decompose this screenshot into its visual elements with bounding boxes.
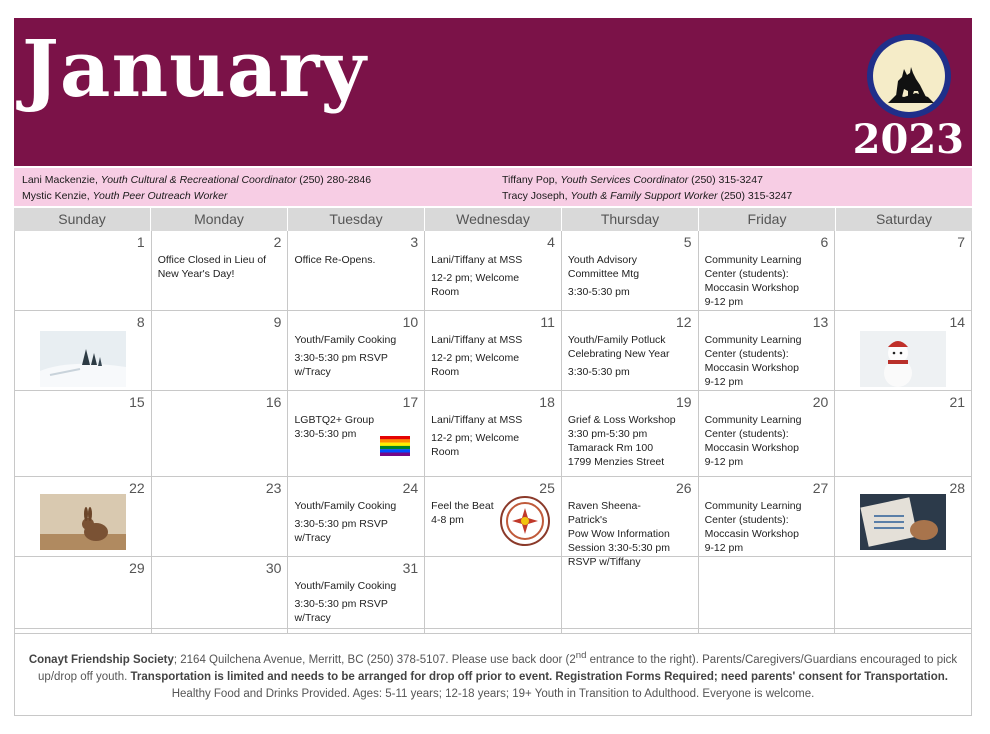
event-text — [294, 499, 418, 545]
day-number: 9 — [273, 314, 282, 330]
event-line: Community Learning — [704, 414, 802, 426]
event-line: 3:30-5:30 pm — [294, 428, 357, 440]
day-number: 31 — [402, 560, 419, 576]
event-text — [294, 253, 418, 267]
event-text — [568, 253, 692, 299]
event-line: Center (students): — [704, 268, 789, 280]
day-number: 20 — [812, 394, 829, 410]
calendar-day-cell — [562, 477, 699, 568]
staff-contacts — [14, 168, 972, 206]
day-number: 5 — [683, 234, 692, 250]
calendar-day-cell — [699, 311, 836, 390]
event-line: 3:30-5:30 pm RSVP — [294, 352, 388, 364]
medicine-wheel-logo — [500, 496, 550, 546]
calendar-day-cell — [288, 391, 425, 476]
day-number: 22 — [129, 480, 145, 496]
calendar-day-cell — [152, 391, 289, 476]
footer-notes: Conayt Friendship Society; 2164 Quilchena Avenue, Merritt, BC (250) 378-5107. Please use back door (2nd entrance to the right). Parents/Caregivers/Guardians encouraged to pick up/drop off youth. Transportation is limited and needs to be arranged for drop off prior to event. Registration Forms Required; need parents' consent for Transportation. Healthy Food and Drinks Provided. Ages: 5-11 years; 12-18 years; 19+ Youth in Transition to Adulthood. Everyone is welcome. — [14, 628, 972, 716]
day-number: 10 — [402, 314, 419, 330]
day-number: 21 — [949, 394, 966, 410]
weekday-label: Sunday — [14, 208, 151, 231]
event-line: 1799 Menzies Street — [567, 456, 665, 468]
day-number: 14 — [949, 314, 966, 330]
event-line: Youth/Family Potluck — [567, 334, 666, 346]
day-number: 2 — [273, 234, 282, 250]
event-line: 4-8 pm — [431, 514, 464, 526]
event-line: New Year's Day! — [157, 268, 235, 280]
event-line: Celebrating New Year — [567, 348, 670, 360]
event-line: Moccasin Workshop — [704, 528, 799, 540]
event-text — [568, 413, 692, 469]
calendar-day-cell — [14, 391, 152, 476]
transport-note: Transportation is limited and needs to be arranged for drop off prior to event. Registration Forms Required; need parents' consent for Transportation. — [130, 670, 948, 683]
calendar-day-cell — [14, 557, 152, 633]
event-text — [431, 413, 555, 459]
staff-contact: Lani Mackenzie, Youth Cultural & Recreational Coordinator (250) 280-2846 — [22, 174, 372, 186]
month-title: January — [22, 24, 367, 115]
event-line: 9-12 pm — [704, 542, 744, 554]
event-line: Tamarack Rm 100 — [567, 442, 654, 454]
event-line: Center (students): — [704, 348, 789, 360]
weekday-label: Wednesday — [425, 208, 562, 231]
day-number: 30 — [265, 560, 282, 576]
event-line: w/Tracy — [294, 532, 331, 544]
event-line: w/Tracy — [294, 366, 331, 378]
day-number: 19 — [676, 394, 692, 410]
event-text — [705, 333, 829, 389]
day-number: 15 — [129, 394, 145, 410]
event-line: Youth Advisory — [567, 254, 637, 266]
day-number: 29 — [129, 560, 145, 576]
day-number: 4 — [547, 234, 555, 250]
event-text — [705, 413, 829, 469]
calendar-week-row — [14, 311, 972, 391]
weekday-label: Tuesday — [288, 208, 425, 231]
event-line: 9-12 pm — [704, 456, 744, 468]
calendar-day-cell — [699, 557, 836, 633]
event-text — [568, 333, 692, 379]
calendar-day-cell — [425, 311, 562, 390]
day-number: 6 — [820, 234, 829, 250]
event-line: Community Learning — [704, 254, 802, 266]
event-line: Raven Sheena-Patrick's — [567, 500, 641, 526]
event-line: 3:30-5:30 pm — [567, 366, 630, 378]
day-number: 23 — [265, 480, 282, 496]
calendar-day-cell — [152, 477, 289, 556]
weekday-label: Friday — [699, 208, 836, 231]
day-number: 18 — [539, 394, 555, 410]
weekday-label: Monday — [151, 208, 288, 231]
event-line: Community Learning — [704, 500, 802, 512]
calendar-day-cell — [288, 311, 425, 390]
calendar-day-cell — [14, 231, 152, 310]
weekday-label: Saturday — [875, 211, 933, 227]
event-line: Office Re-Opens. — [294, 254, 376, 266]
calendar-day-cell — [699, 477, 836, 556]
calendar-day-cell — [835, 231, 972, 310]
event-line: Youth/Family Cooking — [294, 334, 397, 346]
day-number: 16 — [265, 394, 282, 410]
calendar-day-cell — [699, 391, 836, 476]
calendar-day-cell — [562, 391, 699, 476]
event-line: Committee Mtg — [567, 268, 640, 280]
event-line: Lani/Tiffany at MSS — [431, 254, 523, 266]
year-title: 2023 — [852, 116, 964, 163]
staff-contact: Tracy Joseph, Youth & Family Support Worker (250) 315-3247 — [502, 190, 793, 202]
org-name: Conayt Friendship Society — [28, 653, 174, 666]
calendar-grid — [14, 208, 972, 634]
event-line: Lani/Tiffany at MSS — [431, 334, 523, 346]
calendar-day-cell — [425, 391, 562, 476]
winter-trees-image — [40, 331, 126, 387]
day-number: 26 — [676, 480, 692, 496]
event-text — [294, 333, 418, 379]
rabbit-image — [40, 494, 126, 550]
day-number: 28 — [949, 480, 966, 496]
wolf-moon-logo — [866, 33, 952, 119]
event-line: 3:30-5:30 pm RSVP — [294, 518, 388, 530]
day-number: 25 — [539, 480, 555, 496]
event-line: Youth/Family Cooking — [294, 580, 397, 592]
event-line: 12-2 pm; Welcome — [431, 352, 520, 364]
event-line: Center (students): — [704, 428, 789, 440]
day-number: 7 — [957, 234, 966, 250]
event-line: Community Learning — [704, 334, 802, 346]
day-number: 3 — [410, 234, 419, 250]
event-line: 12-2 pm; Welcome — [431, 432, 520, 444]
event-line: 12-2 pm; Welcome — [431, 272, 520, 284]
event-line: Pow Wow Information — [567, 528, 670, 540]
event-line: Session 3:30-5:30 pm — [567, 542, 671, 554]
event-line: 9-12 pm — [704, 296, 744, 308]
event-line: Room — [431, 366, 460, 378]
event-text — [431, 333, 555, 379]
event-line: Room — [431, 446, 460, 458]
event-line: w/Tracy — [294, 612, 331, 624]
weekday-header-row — [14, 208, 972, 231]
rainbow-flag-icon — [380, 436, 410, 456]
event-text — [158, 253, 282, 281]
day-number: 11 — [540, 314, 555, 330]
beading-image — [860, 494, 946, 550]
event-line: Youth/Family Cooking — [294, 500, 397, 512]
calendar-day-cell — [562, 231, 699, 310]
day-number: 1 — [136, 234, 145, 250]
calendar-day-cell — [425, 557, 562, 633]
calendar-day-cell — [562, 557, 699, 633]
snowman-image — [860, 331, 946, 387]
event-line: Center (students): — [704, 514, 789, 526]
event-line: Moccasin Workshop — [704, 442, 799, 454]
calendar-day-cell — [425, 231, 562, 310]
calendar-day-cell — [835, 557, 972, 633]
day-number: 27 — [812, 480, 829, 496]
event-line: Moccasin Workshop — [704, 282, 799, 294]
calendar-day-cell — [152, 557, 289, 633]
event-line: 9-12 pm — [704, 376, 744, 388]
weekday-label: Thursday — [562, 208, 699, 231]
calendar-day-cell — [152, 311, 289, 390]
event-line: Room — [431, 286, 460, 298]
event-line: 3:30-5:30 pm — [567, 286, 630, 298]
event-line: 3:30-5:30 pm RSVP — [294, 598, 388, 610]
calendar-day-cell — [699, 231, 836, 310]
event-text — [294, 579, 418, 625]
calendar-day-cell — [152, 231, 289, 310]
event-line: Feel the Beat — [431, 500, 494, 512]
calendar-day-cell — [288, 557, 425, 633]
day-number: 12 — [676, 314, 692, 330]
staff-contact: Tiffany Pop, Youth Services Coordinator (250) 315-3247 — [502, 174, 763, 186]
event-line: LGBTQ2+ Group — [294, 414, 375, 426]
event-line: RSVP w/Tiffany — [567, 556, 641, 568]
event-text — [431, 253, 555, 299]
calendar-day-cell — [288, 231, 425, 310]
calendar-day-cell — [562, 311, 699, 390]
event-line: Moccasin Workshop — [704, 362, 799, 374]
event-line: Grief & Loss Workshop — [567, 414, 676, 426]
calendar-day-cell — [835, 391, 972, 476]
staff-contact: Mystic Kenzie, Youth Peer Outreach Worker — [22, 190, 228, 202]
event-line: Lani/Tiffany at MSS — [431, 414, 523, 426]
event-line: 3:30 pm-5:30 pm — [567, 428, 648, 440]
day-number: 8 — [136, 314, 145, 330]
day-number: 24 — [402, 480, 419, 496]
event-text — [705, 253, 829, 309]
calendar-week-row — [14, 231, 972, 311]
calendar-header — [14, 18, 972, 166]
calendar-day-cell — [288, 477, 425, 556]
day-number: 13 — [812, 314, 829, 330]
calendar-week-row — [14, 557, 972, 634]
event-text — [705, 499, 829, 555]
event-line: Office Closed in Lieu of — [157, 254, 267, 266]
calendar-week-row — [14, 391, 972, 477]
day-number: 17 — [402, 394, 419, 410]
